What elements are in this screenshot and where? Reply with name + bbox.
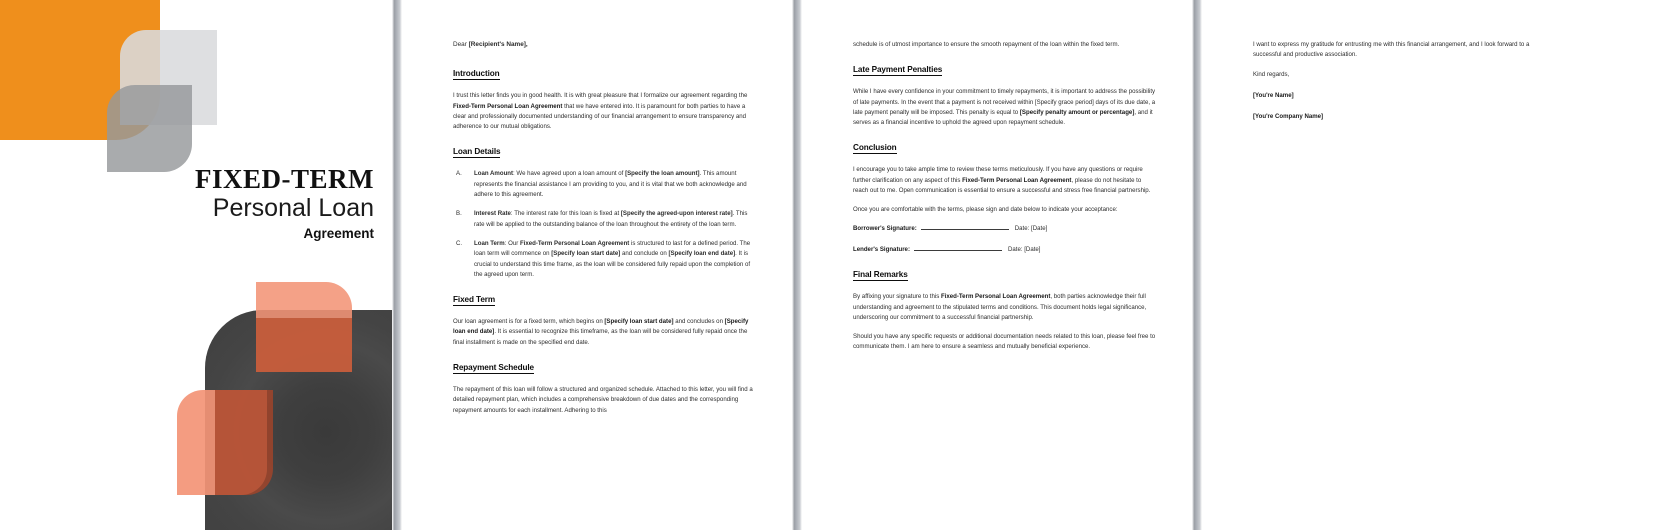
heading-late-payment-penalties: Late Payment Penalties (853, 65, 943, 75)
page-3-body (853, 40, 1156, 362)
final-remarks-text-a: By affixing your signature to this (853, 293, 941, 301)
loan-term-label: Loan Term (474, 239, 505, 247)
loan-amount-text-a: : We have agreed upon a loan amount of (513, 170, 626, 178)
loan-amount-text-b: . This amount represents the financial assistance I am providing to you, and it is vital that we both acknowledge and adhere to this agreement. (474, 170, 747, 199)
interest-rate-label: Interest Rate (474, 210, 511, 218)
intro-text-a: I trust this letter finds you in good health. It is with great pleasure that I formalize our agreement regarding the (453, 92, 748, 100)
conclusion-agreement-term: Fixed-Term Personal Loan Agreement (962, 176, 1072, 184)
final-remarks-paragraph-2: Should you have any specific requests or additional documentation needs related to this loan, please feel free to communicate them. I am here to ensure a seamless and mutually beneficial experience. (853, 333, 1156, 351)
cover-title-block (195, 165, 374, 241)
page-3[interactable] (802, 0, 1192, 530)
loan-term-start-field: [Specify loan start date] (551, 250, 621, 258)
heading-conclusion: Conclusion (853, 143, 897, 153)
page-2[interactable] (402, 0, 792, 530)
loan-term-text-d: . It is crucial to understand this time frame, as the loan will be considered fully repaid upon the completion of the agreed upon term. (474, 250, 751, 278)
list-item (453, 169, 756, 200)
list-item (453, 239, 756, 280)
conclusion-text-c: , please do not hesitate to reach out to me. Open communication is essential to ensure a successful and stress free financial partnership. (853, 176, 1151, 195)
gratitude-paragraph: I want to express my gratitude for entrusting me with this financial arrangement, and I look forward to a successful and productive association. (1253, 41, 1530, 59)
section-loan-details (453, 141, 756, 280)
heading-loan-details: Loan Details (453, 147, 501, 157)
rust-overlay-bottom-shape (215, 390, 273, 495)
intro-agreement-term: Fixed-Term Personal Loan Agreement (453, 102, 563, 110)
section-late-payment-penalties (853, 59, 1156, 128)
section-conclusion (853, 137, 1156, 255)
fixed-term-text-c: . It is essential to recognize this timeframe, as the loan will be considered fully repaid once the final installment is made on the specified end date. (453, 328, 748, 346)
list-marker-c: C. (456, 239, 463, 247)
mid-gray-square-shape (107, 85, 192, 172)
fixed-term-paragraph (453, 317, 756, 348)
heading-fixed-term: Fixed Term (453, 295, 496, 305)
loan-term-text-a: : Our (504, 239, 520, 247)
list-marker-a: A. (456, 170, 462, 178)
kind-regards-line: Kind regards, (1253, 70, 1290, 78)
interest-rate-field: [Specify the agreed-upon interest rate] (620, 210, 733, 218)
page-gap-3 (1192, 0, 1202, 530)
repayment-schedule-paragraph: The repayment of this loan will follow a structured and organized schedule. Attached to this letter, you will find a detailed repayment plan, which includes a comprehensive breakdown of due dates and the corresponding repayment amounts for each installment. Adhering to this (453, 386, 753, 414)
lender-signature-line[interactable] (914, 243, 1002, 251)
cover-decorative-artwork (0, 0, 392, 530)
your-company-name-field: [You're Company Name] (1253, 113, 1324, 121)
section-fixed-term (453, 289, 756, 348)
page-4[interactable] (1202, 0, 1592, 530)
loan-term-text-b: is structured to last for a defined period. The loan term will commence on (474, 239, 751, 258)
interest-rate-text-b: . This rate will be applied to the outstanding balance of the loan throughout the entirety of the loan term. (474, 210, 748, 228)
page-4-body (1253, 40, 1556, 133)
cover-title-line-1: FIXED-TERM (195, 164, 374, 194)
late-payment-text-a: While I have every confidence in your commitment to timely repayments, it is important to address the possibility of late payments. In the event that a payment is not received within [Specify grace period] days of its due date, a late payment penalty will be imposed. This penalty is equal to (853, 88, 1156, 116)
final-remarks-agreement-term: Fixed-Term Personal Loan Agreement (940, 293, 1051, 301)
borrower-signature-row (853, 222, 1156, 234)
fixed-term-text-a: Our loan agreement is for a fixed term, which begins on (453, 318, 605, 326)
loan-term-agreement-term: Fixed-Term Personal Loan Agreement (519, 239, 630, 247)
lender-signature-label: Lender's Signature: (853, 245, 910, 253)
page-gap-2 (792, 0, 802, 530)
borrower-signature-label: Borrower's Signature: (853, 224, 917, 232)
rust-overlay-top-shape (256, 318, 352, 372)
borrower-signature-line[interactable] (921, 222, 1009, 230)
loan-details-list (453, 169, 756, 280)
final-remarks-paragraph-1 (853, 292, 1156, 323)
your-name-field: [You're Name] (1253, 91, 1294, 99)
final-remarks-text-c: , both parties acknowledge their full understanding and agreement to the stipulated terms and conditions. This document holds legal significance, underscoring our commitment to a successful financial partnership. (853, 293, 1147, 321)
page-gap-1 (392, 0, 402, 530)
section-final-remarks (853, 264, 1156, 352)
conclusion-text-a: I encourage you to take ample time to review these terms meticulously. If you have any questions or require further clarification on any aspect of this (853, 166, 1143, 184)
cover-title-line-2: Personal Loan (212, 194, 374, 223)
lender-signature-row (853, 243, 1156, 255)
late-payment-paragraph (853, 87, 1156, 128)
penalty-amount-field: [Specify penalty amount or percentage] (1019, 108, 1135, 116)
heading-introduction: Introduction (453, 69, 500, 79)
lender-signature-date: Date: [Date] (1007, 245, 1041, 253)
recipient-name-field: [Recipient's Name], (468, 41, 528, 48)
conclusion-paragraph-2: Once you are comfortable with the terms, please sign and date below to indicate your acceptance: (853, 206, 1118, 214)
loan-term-end-field: [Specify loan end date] (668, 250, 736, 258)
repayment-continuation-paragraph: schedule is of utmost importance to ensure the smooth repayment of the loan within the fixed term. (853, 41, 1120, 48)
heading-final-remarks: Final Remarks (853, 270, 908, 280)
loan-amount-label: Loan Amount (474, 170, 514, 178)
borrower-signature-date: Date: [Date] (1014, 224, 1048, 232)
salutation-prefix: Dear (453, 41, 469, 48)
page-1-cover[interactable] (0, 0, 392, 530)
late-payment-text-b: , and it serves as a financial incentive to uphold the agreed upon repayment schedule. (853, 108, 1153, 127)
list-marker-b: B. (456, 210, 462, 218)
fixed-term-text-b: and concludes on (673, 318, 725, 326)
cover-title-line-3: Agreement (303, 226, 374, 242)
salutation (453, 40, 756, 50)
section-repayment-schedule (453, 357, 756, 416)
section-introduction (453, 63, 756, 132)
page-2-body (453, 40, 756, 425)
list-item (453, 209, 756, 230)
introduction-paragraph (453, 91, 756, 132)
loan-amount-field: [Specify the loan amount] (625, 170, 700, 178)
fixed-term-end-field: [Specify loan end date] (453, 318, 749, 336)
loan-term-text-c: and conclude on (620, 250, 669, 258)
fixed-term-start-field: [Specify loan start date] (604, 318, 674, 326)
conclusion-paragraph-1 (853, 165, 1156, 196)
interest-rate-text-a: : The interest rate for this loan is fixed at (510, 210, 621, 218)
intro-text-c: that we have entered into. It is paramount for both parties to have a clear and professionally documented understanding of our financial arrangement to ensure transparency and adherence to our mutual obligations. (453, 102, 747, 131)
heading-repayment-schedule: Repayment Schedule (453, 363, 535, 373)
